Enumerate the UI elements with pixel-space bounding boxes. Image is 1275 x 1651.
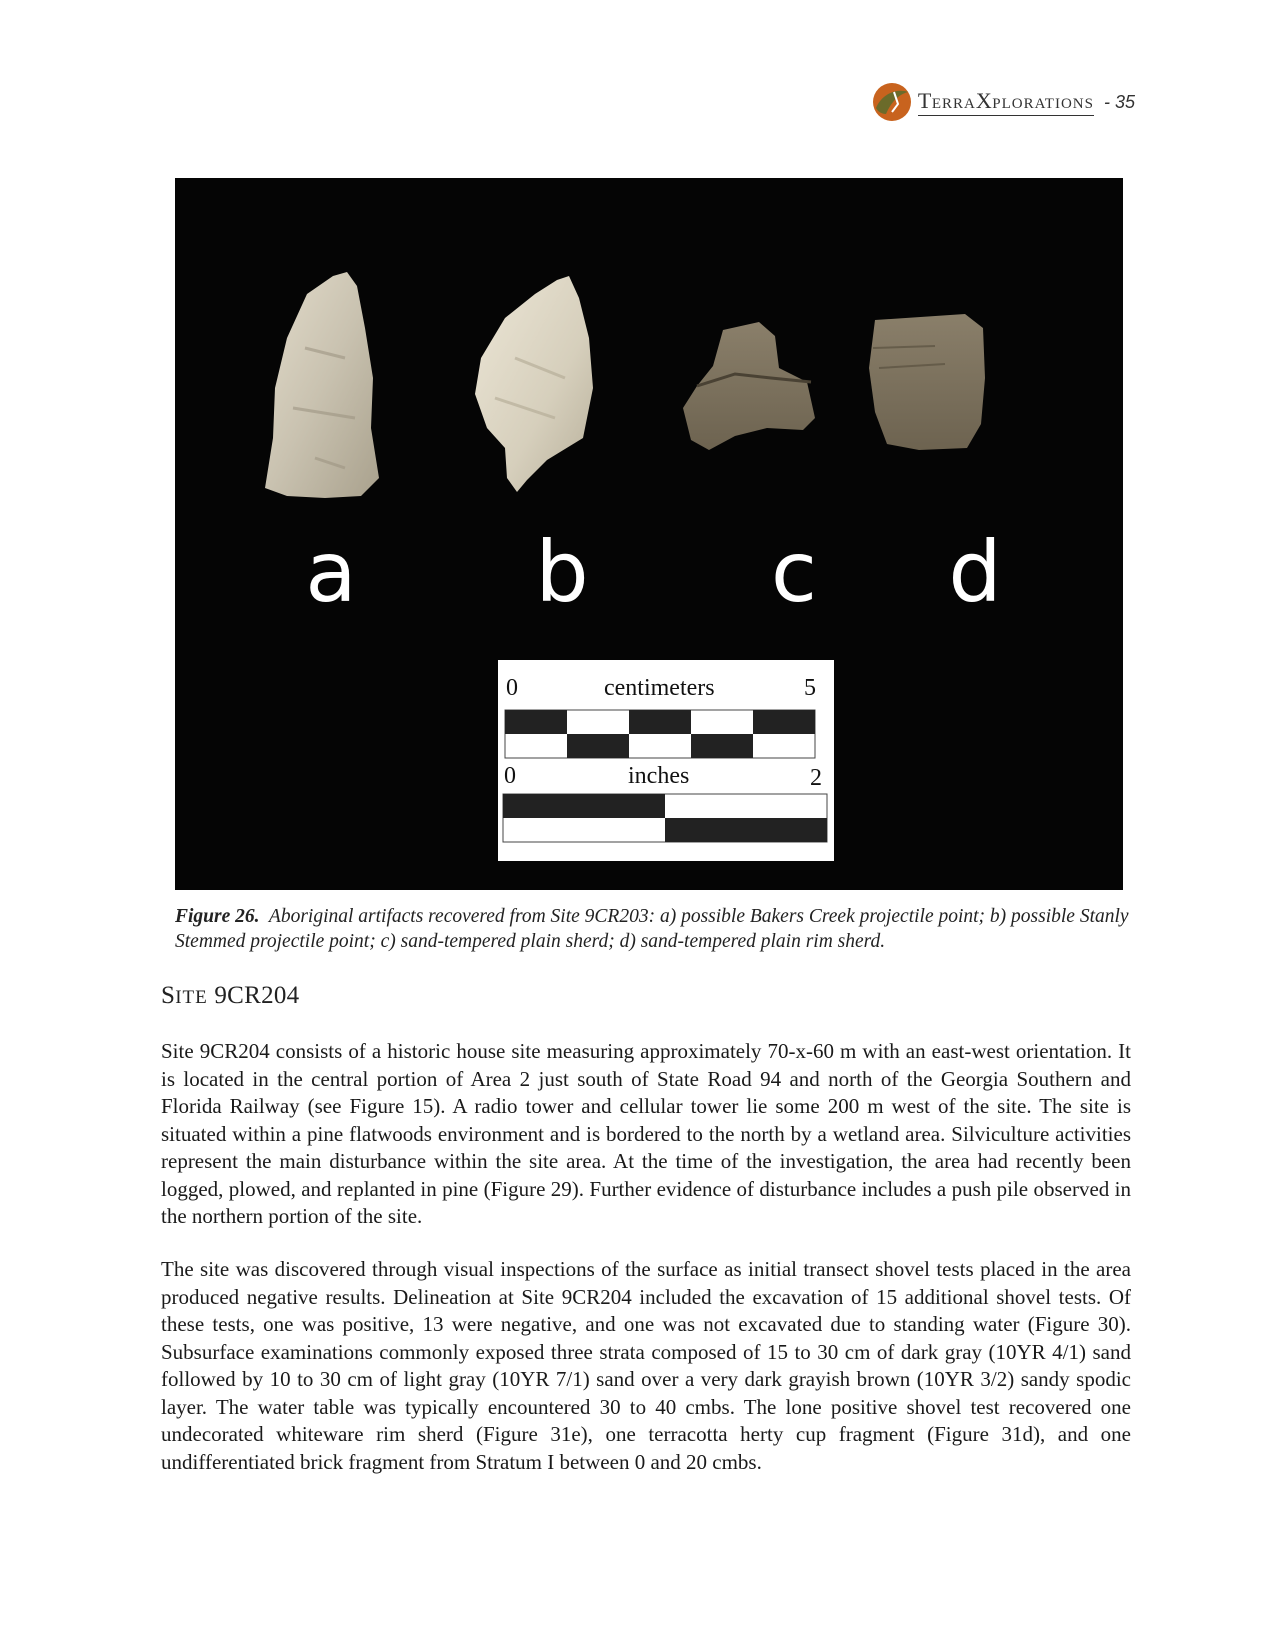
scale-cm-label: centimeters xyxy=(604,675,715,701)
figure-label-a: a xyxy=(305,523,357,621)
brand-name: TERRAXPLORATIONS xyxy=(918,88,1094,116)
figure-caption-text: Aboriginal artifacts recovered from Site 9CR203: a) possible Bakers Creek projectile point; b) possible Stanly Stemmed projectile point; c) sand-tempered plain sherd; d) sand-tempered plain rim sherd. xyxy=(175,906,1129,952)
figure-label-d: d xyxy=(948,523,1002,621)
scale-cm-start: 0 xyxy=(506,675,518,701)
figure-caption-label: Figure 26. xyxy=(175,906,260,927)
artifact-b-projectile-point xyxy=(475,276,593,492)
figure-label-b: b xyxy=(535,523,589,621)
scale-in-end: 2 xyxy=(810,765,822,791)
artifact-c-sherd xyxy=(683,322,815,450)
scale-checker-pattern xyxy=(498,660,834,861)
figure-photo xyxy=(175,178,1123,890)
section-heading: SITE 9CR204 xyxy=(161,982,300,1009)
page-header xyxy=(872,80,1135,124)
body-paragraph-2: The site was discovered through visual inspections of the surface as initial transect shovel tests placed in the area produced negative results. Delineation at Site 9CR204 included the excavation of 15 additional shovel tests. Of these tests, one was positive, 13 were negative, and one was not excavated due to standing water (Figure 30). Subsurface examinations commonly exposed three strata composed of 15 to 30 cm of dark gray (10YR 4/1) sand followed by 10 to 30 cm of light gray (10YR 7/1) sand over a very dark grayish brown (10YR 3/2) sandy spodic layer. The water table was typically encountered 30 to 40 cmbs. The lone positive shovel test recovered one undecorated whiteware rim sherd (Figure 31e), one terracotta herty cup fragment (Figure 31d), and one undifferentiated brick fragment from Stratum I between 0 and 20 cmbs. xyxy=(161,1257,1131,1474)
terraxplorations-logo-icon xyxy=(872,82,912,122)
artifact-d-rim-sherd xyxy=(869,314,985,450)
scale-cm-end: 5 xyxy=(804,675,816,701)
scale-in-label: inches xyxy=(628,763,690,789)
figure-label-c: c xyxy=(770,523,818,621)
scale-bar xyxy=(498,660,834,861)
figure-caption xyxy=(175,904,1135,954)
page-number: - 35 xyxy=(1103,91,1135,112)
body-paragraph-1: Site 9CR204 consists of a historic house site measuring approximately 70-x-60 m with an east-west orientation. It is located in the central portion of Area 2 just south of State Road 94 and north of the Georgia Southern and Florida Railway (see Figure 15). A radio tower and cellular tower lie some 200 m west of the site. The site is situated within a pine flatwoods environment and is bordered to the north by a wetland area. Silviculture activities represent the main disturbance within the site area. At the time of the investigation, the area had recently been logged, plowed, and replanted in pine (Figure 29). Further evidence of disturbance includes a push pile observed in the northern portion of the site. xyxy=(161,1039,1131,1228)
scale-in-start: 0 xyxy=(504,763,516,789)
artifact-a-projectile-point xyxy=(265,272,379,498)
